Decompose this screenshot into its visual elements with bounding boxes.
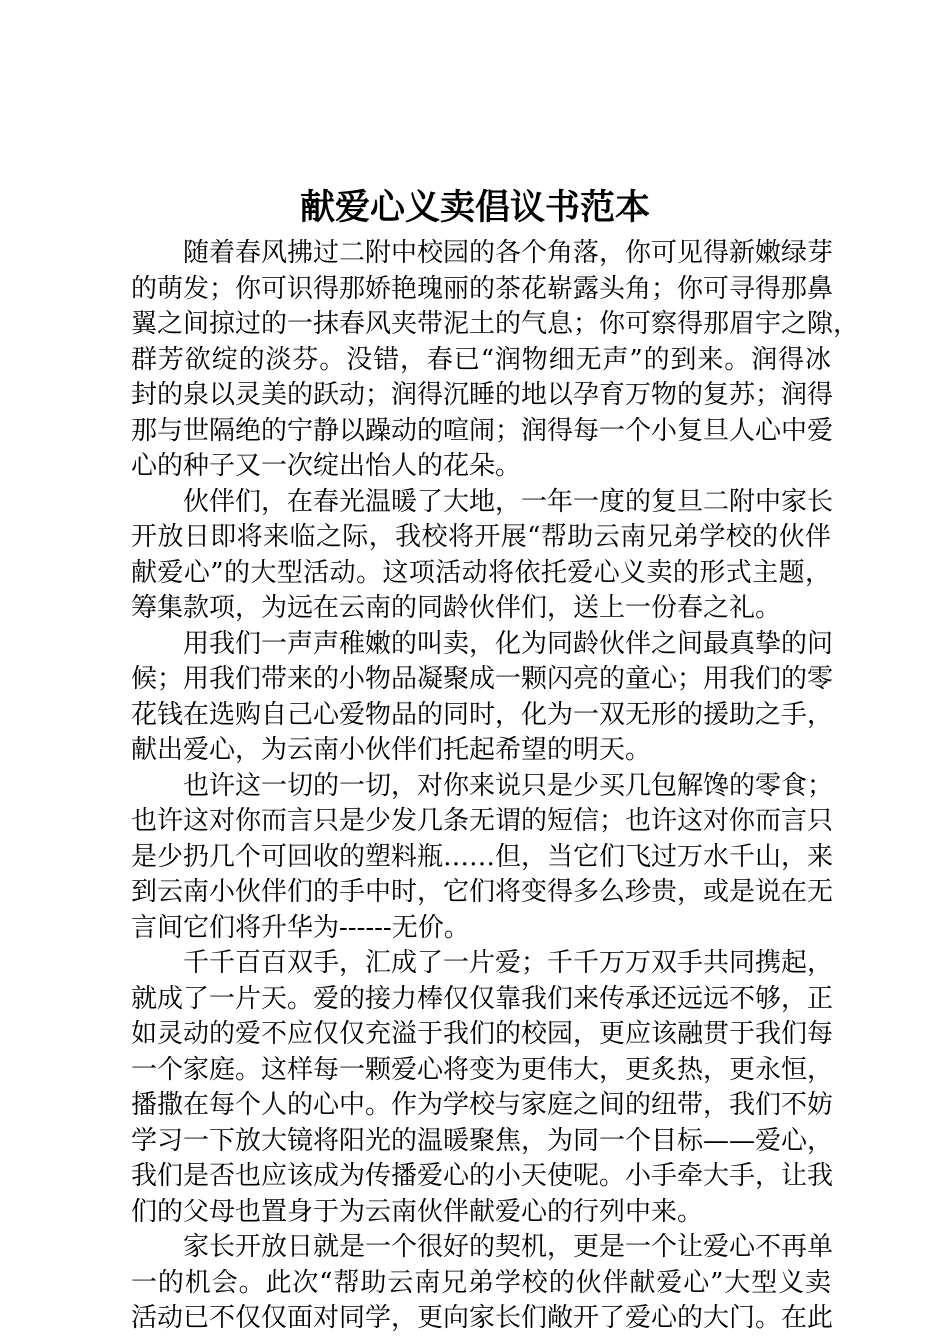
text-line: 到云南小伙伴们的手中时，它们将变得多么珍贵，或是说在无 bbox=[131, 877, 834, 907]
text-line: 我们是否也应该成为传播爱心的小天使呢。小手牵大手，让我 bbox=[131, 1161, 834, 1191]
text-line: 千千百百双手，汇成了一片爱；千千万万双手共同携起， bbox=[183, 948, 834, 978]
text-line: 那与世隔绝的宁静以躁动的喧闹；润得每一个小复旦人心中爱 bbox=[131, 415, 834, 446]
text-line: 心的种子又一次绽出怡人的花朵。 bbox=[131, 451, 522, 481]
text-line: 翼之间掠过的一抹春风夹带泥土的气息；你可察得那眉宇之隙， bbox=[131, 309, 860, 339]
text-line: 伙伴们，在春光温暖了大地，一年一度的复旦二附中家长 bbox=[183, 486, 834, 517]
text-line: 就成了一片天。爱的接力棒仅仅靠我们来传承还远远不够，正 bbox=[131, 983, 834, 1014]
text-line: 活动已不仅仅面对同学，更向家长们敞开了爱心的大门。在此 bbox=[131, 1303, 834, 1333]
text-line: 献爱心”的大型活动。这项活动将依托爱心义卖的形式主题， bbox=[131, 557, 831, 588]
text-line: 的萌发；你可识得那娇艳瑰丽的茶花崭露头角；你可寻得那鼻 bbox=[131, 273, 834, 304]
text-line: 封的泉以灵美的跃动；润得沉睡的地以孕育万物的复苏；润得 bbox=[131, 380, 834, 410]
text-line: 用我们一声声稚嫩的叫卖，化为同龄伙伴之间最真挚的问 bbox=[183, 628, 834, 659]
text-line: 家长开放日就是一个很好的契机，更是一个让爱心不再单 bbox=[183, 1232, 834, 1262]
text-line: 也许这对你而言只是少发几条无谓的短信；也许这对你而言只 bbox=[131, 806, 834, 836]
text-line: 播撒在每个人的心中。作为学校与家庭之间的纽带，我们不妨 bbox=[131, 1090, 834, 1120]
document-body bbox=[131, 236, 860, 1337]
text-line: 言间它们将升华为------无价。 bbox=[131, 912, 470, 943]
text-line: 筹集款项，为远在云南的同龄伙伴们，送上一份春之礼。 bbox=[131, 593, 782, 623]
text-line: 候；用我们带来的小物品凝聚成一颗闪亮的童心；用我们的零 bbox=[131, 664, 834, 694]
text-line: 一的机会。此次“帮助云南兄弟学校的伙伴献爱心”大型义卖 bbox=[131, 1267, 831, 1298]
document-title: 献爱心义卖倡议书范本 bbox=[299, 188, 650, 228]
text-line: 也许这一切的一切，对你来说只是少买几包解馋的零食； bbox=[183, 770, 834, 801]
text-line: 花钱在选购自己心爱物品的同时，化为一双无形的援助之手， bbox=[131, 699, 834, 730]
text-line: 一个家庭。这样每一颗爱心将变为更伟大，更炙热，更永恒， bbox=[131, 1054, 834, 1085]
text-line: 是少扔几个可回收的塑料瓶……但，当它们飞过万水千山，来 bbox=[131, 841, 834, 872]
text-line: 群芳欲绽的淡芬。没错，春已“润物细无声”的到来。润得冰 bbox=[131, 344, 831, 375]
text-line: 开放日即将来临之际，我校将开展“帮助云南兄弟学校的伙伴 bbox=[131, 522, 831, 552]
text-line: 学习一下放大镜将阳光的温暖聚焦，为同一个目标——爱心， bbox=[131, 1125, 834, 1156]
text-line: 随着春风拂过二附中校园的各个角落，你可见得新嫩绿芽 bbox=[183, 238, 834, 268]
text-line: 献出爱心，为云南小伙伴们托起希望的明天。 bbox=[131, 735, 652, 765]
text-line: 如灵动的爱不应仅仅充溢于我们的校园，更应该融贯于我们每 bbox=[131, 1019, 834, 1049]
text-line: 们的父母也置身于为云南伙伴献爱心的行列中来。 bbox=[131, 1196, 704, 1227]
